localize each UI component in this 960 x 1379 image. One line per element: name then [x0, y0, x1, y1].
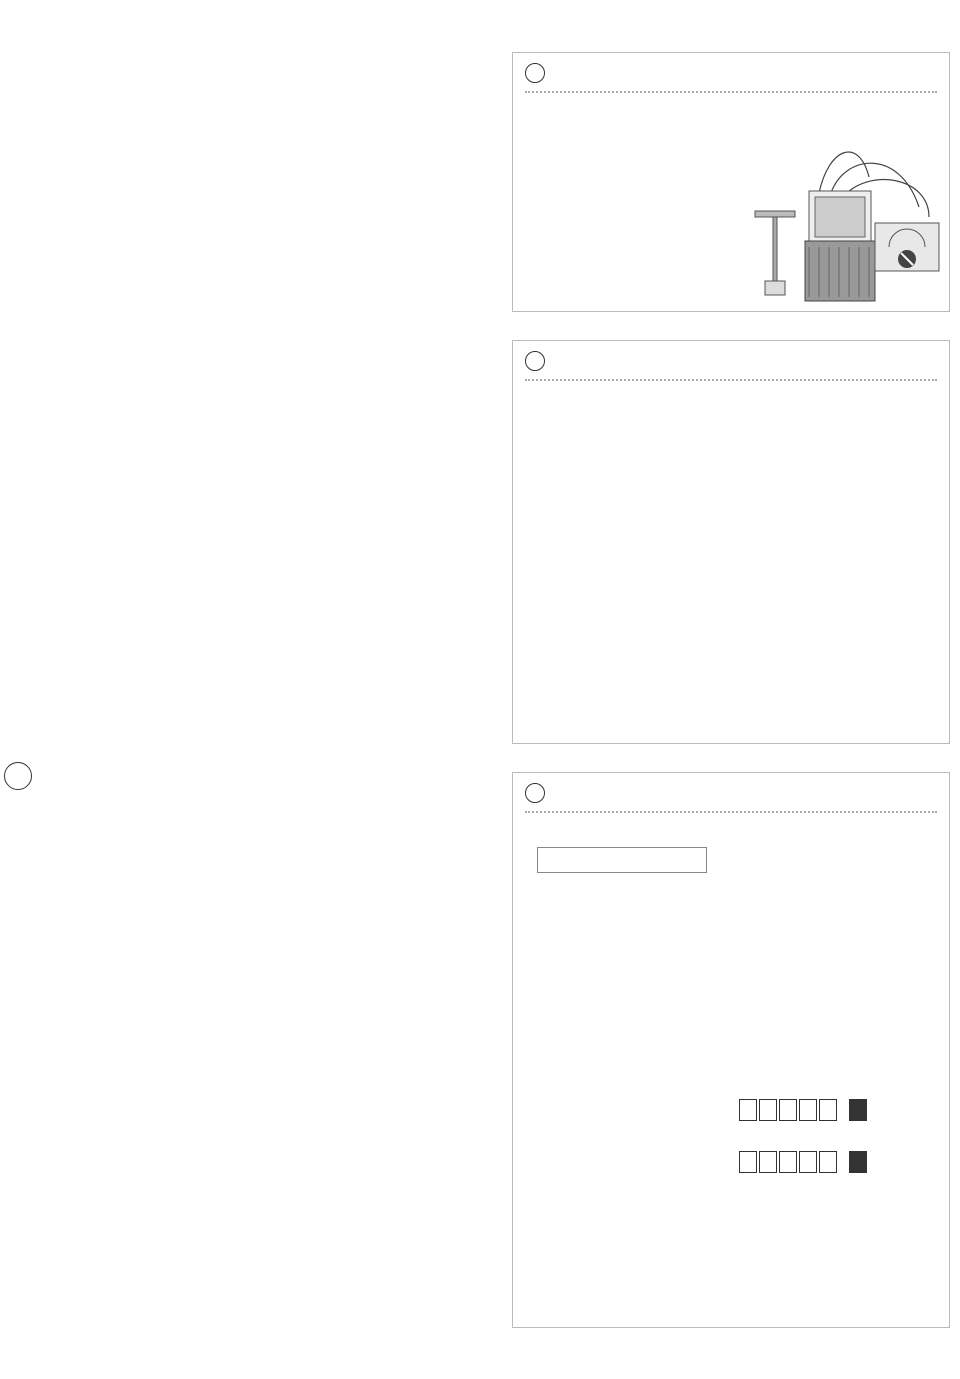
dotted-divider: [525, 91, 937, 95]
answer-line: [50, 1260, 70, 1280]
formula-box: [537, 847, 707, 873]
answer-line: [50, 1123, 70, 1143]
meter-digit: [799, 1151, 817, 1173]
meter-digit: [739, 1151, 757, 1173]
meter-digit: [779, 1151, 797, 1173]
answer-line: [50, 1202, 70, 1222]
meter-digit: [739, 1099, 757, 1121]
answer-line: [50, 1280, 70, 1300]
crossword-grid: [513, 341, 949, 743]
worksheet-panel-5: [512, 340, 950, 744]
generator-illustration: [749, 137, 945, 307]
answer-line: [50, 1045, 70, 1065]
meter-digit: [819, 1151, 837, 1173]
meter-digit: [839, 1151, 847, 1171]
electricity-meter-2: [739, 1151, 871, 1173]
answer-list: [50, 986, 70, 1319]
answer-line: [50, 1182, 70, 1202]
meter-digit: [839, 1099, 847, 1119]
answer-line: [50, 1241, 70, 1261]
answer-line: [50, 1143, 70, 1163]
meter-digit: [819, 1099, 837, 1121]
chapter-margin-badge: [4, 762, 32, 790]
meter-digit: [799, 1099, 817, 1121]
meter-digit: [779, 1099, 797, 1121]
answer-line: [50, 1162, 70, 1182]
meter-digit: [759, 1099, 777, 1121]
answer-line: [50, 1084, 70, 1104]
chapter-badge: [525, 783, 545, 803]
answer-line: [50, 986, 70, 1006]
electricity-meter-1: [739, 1099, 871, 1121]
step-list: [525, 225, 775, 234]
panel-right-column: [733, 827, 933, 835]
worksheet-panel-4: [512, 52, 950, 312]
chapter-badge: [525, 63, 545, 83]
answer-line: [50, 1025, 70, 1045]
meter-digit: [759, 1151, 777, 1173]
answer-line: [50, 1104, 70, 1124]
answer-line: [50, 1221, 70, 1241]
answer-line: [50, 1006, 70, 1026]
answer-line: [50, 1064, 70, 1084]
meter-digit: [849, 1099, 867, 1121]
panel-left-column: [525, 827, 723, 885]
extra-task: [733, 1203, 933, 1209]
worksheet-panel-6: [512, 772, 950, 1328]
dotted-divider: [525, 811, 937, 815]
answer-line: [50, 1300, 70, 1320]
meter-digit: [849, 1151, 867, 1173]
